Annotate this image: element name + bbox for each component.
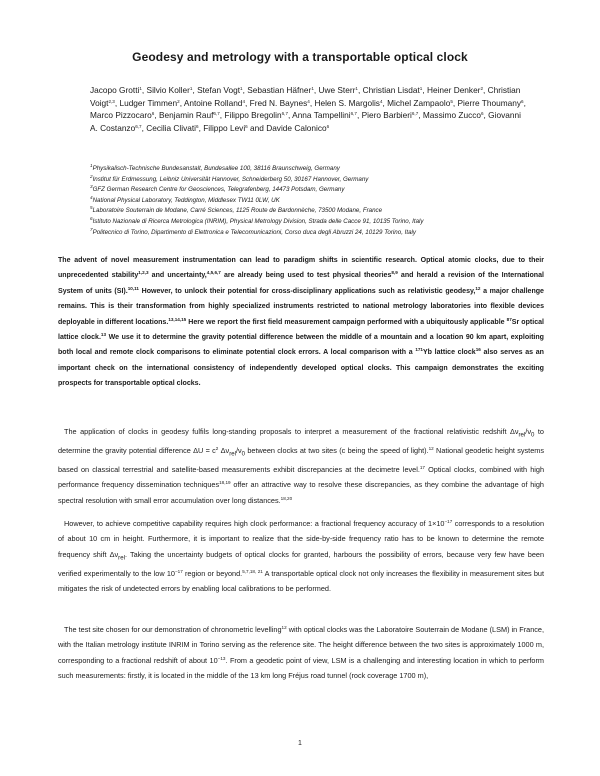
- author-name: Cecilia Clivati: [146, 122, 197, 133]
- affiliation-line: $^3$GFZ German Research Centre for Geosciences, Telegrafenberg, 14473 Potsdam, Germany: [90, 184, 345, 194]
- author-name: Filippo Bregolin: [224, 110, 282, 120]
- author-affiliation-mark: 1: [139, 86, 142, 91]
- paper-title: Geodesy and metrology with a transportable optical clock: [132, 50, 468, 64]
- author-affiliation-mark: 5: [450, 98, 453, 104]
- author-affiliation-mark: 6: [326, 123, 330, 129]
- author-affiliation-mark: 1: [240, 86, 243, 91]
- author-affiliation-mark: 6: [196, 123, 199, 129]
- author-affiliation-mark: 1: [189, 86, 193, 91]
- citation-ref: 12: [428, 445, 434, 451]
- body-paragraph-1: The application of clocks in geodesy fulfils long-standing proposals to interpret a measurement of the fractional relativistic redshift $\Delta\nu_{rel}/\nu_0$ to determine the gravity potential difference $\Delta U = c^2$ $\Delta\nu_{rel}/\nu_0$ between clocks at two sites (c being the speed of light).$^{12}$ National geodetic height systems based on classical terrestrial and satellite-based measurements exhibit discrepancies at the decimetre level.$^{17}$ Optical clocks, combined with high performance frequency dissemination techniques$^{18,19}$ offer an attractive way to resolve these discrepancies, as they combine the advantage of high spectral resolution with small error accumulation over long distances.$^{18,20}$: [58, 427, 544, 505]
- author-affiliation-mark: 4: [242, 98, 245, 104]
- citation-ref: 13,14,15: [168, 316, 187, 322]
- citation-ref: 5,7,18, 21: [242, 568, 263, 574]
- author-affiliation-mark: 4: [307, 98, 310, 104]
- affiliation-line: $^5$Laboratoire Souterrain de Modane, Carré Sciences, 1125 Route de Bardonnèche, 73500 Modane, France: [90, 205, 383, 215]
- author-name: Stefan Vogt: [197, 85, 240, 95]
- author-name: Christian Voigt: [90, 85, 521, 108]
- affiliation-line: $^6$Istituto Nazionale di Ricerca Metrologica (INRIM), Physical Metrology Division, Strada delle Cacce 91, 10135 Torino, Italy: [90, 215, 424, 225]
- author-name: Uwe Sterr: [318, 85, 356, 95]
- author-affiliation-mark: 6,7: [411, 111, 419, 116]
- author-affiliation-mark: 1: [419, 86, 423, 91]
- author-name: Pierre Thoumany: [457, 97, 522, 108]
- author-name: Helen S. Margolis: [314, 97, 380, 108]
- author-affiliation-mark: 6,7: [281, 111, 288, 116]
- author-name: Marco Pizzocaro: [90, 110, 152, 120]
- author-name: Michel Zampaolo: [387, 97, 451, 108]
- abstract: The advent of novel measurement instrumentation can lead to paradigm shifts in scientific research. Optical atomic clocks, due to their unprecedented stability$^{1,2,3}$ and uncertainty,$^{4,5,6,7}$ are already being used to test physical theories$^{8,9}$ and herald a revision of the International System of units (SI).$^{10,11}$ However, to unlock their potential for cross-disciplinary applications such as relativistic geodesy,$^{12}$ a major challenge remains. This is their transformation from highly specialized instruments restricted to national metrology laboratories into flexible devices deployable in different locations.$^{13,14,15}$ Here we report the first field measurement campaign performed with a ubiquitously applicable $^{87}$Sr optical lattice clock.$^{13}$ We use it to determine the gravity potential difference between the middle of a mountain and a location 90 km apart, exploiting both local and remote clock comparisons to eliminate potential clock errors. A local comparison with a $^{171}$Yb lattice clock$^{16}$ also serves as an important check on the international consistency of independently developed optical clocks. This campaign demonstrates the exciting prospects for transportable optical clocks.: [58, 257, 544, 388]
- author-affiliation-mark: 6: [480, 111, 484, 116]
- affiliation-line: $^7$Politecnico di Torino, Dipartimento di Elettronica e Telecomunicazioni, Corso duca degli Abruzzi 24, 10129 Torino, Italy: [90, 226, 416, 236]
- author-name: Filippo Levi: [203, 122, 246, 133]
- author-name: Heiner Denker: [426, 85, 481, 95]
- author-affiliation-mark: 2: [480, 86, 484, 91]
- affiliation-line: $^4$National Physical Laboratory, Teddington, Middlesex TW11 0LW, UK: [90, 194, 280, 204]
- citation-ref: 4,5,6,7: [206, 270, 221, 276]
- citation-ref: 12: [281, 625, 287, 630]
- body-paragraph-3: The test site chosen for our demonstration of chronometric levelling$^{12}$ with optical clocks was the Laboratoire Souterrain de Modane (LSM) in France, with the Italian metrology institute INRIM in Torino serving as the reference site. The height difference between the two sites is approximately 1000 m, corresponding to a fractional redshift of about $10^{-13}$. From a geodetic point of view, LSM is a challenging and interesting location in which to perform such measurements: firstly, it is located in the middle of the 13 km long Fréjus road tunnel (rock coverage 1700 m),: [58, 625, 544, 681]
- author-name: Anna Tampellini: [292, 110, 351, 120]
- isotope-mass: 87: [506, 316, 512, 322]
- author-name: Sebastian Häfner: [247, 85, 312, 95]
- page-number: 1: [298, 740, 302, 747]
- body-paragraph-2: However, to achieve competitive capability requires high clock performance: a fractional frequency accuracy of $1\times 10^{-17}$ corresponds to a resolution of about 10 cm in height. Furthermore, it is important to realize that the side-by-side frequency ratio has to be known to determine the remote frequency shift $\Delta\nu_{rel}$. Taking the uncertainty budgets of optical clocks for granted, harbours the possibility of errors, because very few have been verified experimentally to the low $10^{-17}$ region or beyond.$^{5,7,18, 21}$ A transportable optical clock not only increases the flexibility in measurement sites but mitigates the risk of undetected errors by enabling local calibrations to be performed.: [58, 519, 545, 594]
- citation-ref: 8,9: [391, 270, 398, 276]
- citation-ref: 16: [475, 347, 481, 353]
- citation-ref: 13: [100, 332, 107, 338]
- affiliation-list: [90, 164, 530, 238]
- author-affiliation-mark: 4: [379, 98, 383, 104]
- isotope-mass: 171: [415, 347, 423, 353]
- author-affiliation-mark: 6: [151, 111, 155, 116]
- citation-ref: 17: [419, 464, 425, 470]
- author-name: Jacopo Grotti: [90, 85, 140, 95]
- author-affiliation-mark: 6,7: [350, 111, 357, 116]
- author-affiliation-mark: 6,7: [135, 123, 142, 129]
- citation-ref: 18,20: [280, 495, 293, 501]
- author-affiliation-mark: 2,3: [108, 98, 115, 104]
- author-list: Jacopo Grotti$^1$, Silvio Koller$^1$, Stefan Vogt$^1$, Sebastian Häfner$^1$, Uwe Sterr$^1$, Christian Lisdat$^1$, Heiner Denker$^2$, Christian Voigt$^{2,3}$, Ludger Timmen$^2$, Antoine Rolland$^4$, Fred N. Baynes$^4$, Helen S. Margolis$^4$, Michel Zampaolo$^5$, Pierre Thoumany$^6$, Marco Pizzocaro$^6$, Benjamin Rauf$^{6,7}$, Filippo Bregolin$^{6,7}$, Anna Tampellini$^{6,7}$, Piero Barbieri$^{6,7}$, Massimo Zucco$^6$, Giovanni A. Costanzo$^{6,7}$, Cecilia Clivati$^6$, Filippo Levi$^6$ and Davide Calonico$^6$: [90, 85, 526, 133]
- author-name: Ludger Timmen: [119, 97, 178, 108]
- author-name: Fred N. Baynes: [249, 97, 308, 108]
- citation-ref: 1,2,3: [138, 270, 149, 276]
- author-affiliation-mark: 6,7: [213, 111, 220, 116]
- author-affiliation-mark: 6: [521, 98, 524, 104]
- author-name: Giovanni A. Costanzo: [90, 110, 521, 133]
- author-name: Piero Barbieri: [361, 110, 412, 120]
- author-name: Massimo Zucco: [422, 110, 481, 120]
- citation-ref: 10,11: [127, 285, 139, 291]
- author-name: Davide Calonico: [266, 122, 327, 133]
- author-affiliation-mark: 1: [311, 86, 314, 91]
- author-name: Benjamin Rauf: [158, 110, 214, 120]
- affiliation-line: $^1$Physikalisch-Technische Bundesanstalt, Bundesallee 100, 38116 Braunschweig, Germany: [90, 163, 340, 172]
- author-affiliation-mark: 1: [355, 86, 358, 91]
- author-affiliation-mark: 6: [245, 123, 248, 129]
- author-affiliation-mark: 2: [177, 98, 180, 104]
- citation-ref: 18,19: [219, 480, 231, 486]
- affiliation-line: $^2$Institut für Erdmessung, Leibniz Universität Hannover, Schneiderberg 50, 30167 Hannover, Germany: [90, 173, 369, 183]
- citation-ref: 12: [475, 285, 481, 291]
- author-name: Christian Lisdat: [362, 85, 420, 95]
- author-name: Antoine Rolland: [183, 97, 243, 108]
- author-name: Silvio Koller: [146, 85, 190, 95]
